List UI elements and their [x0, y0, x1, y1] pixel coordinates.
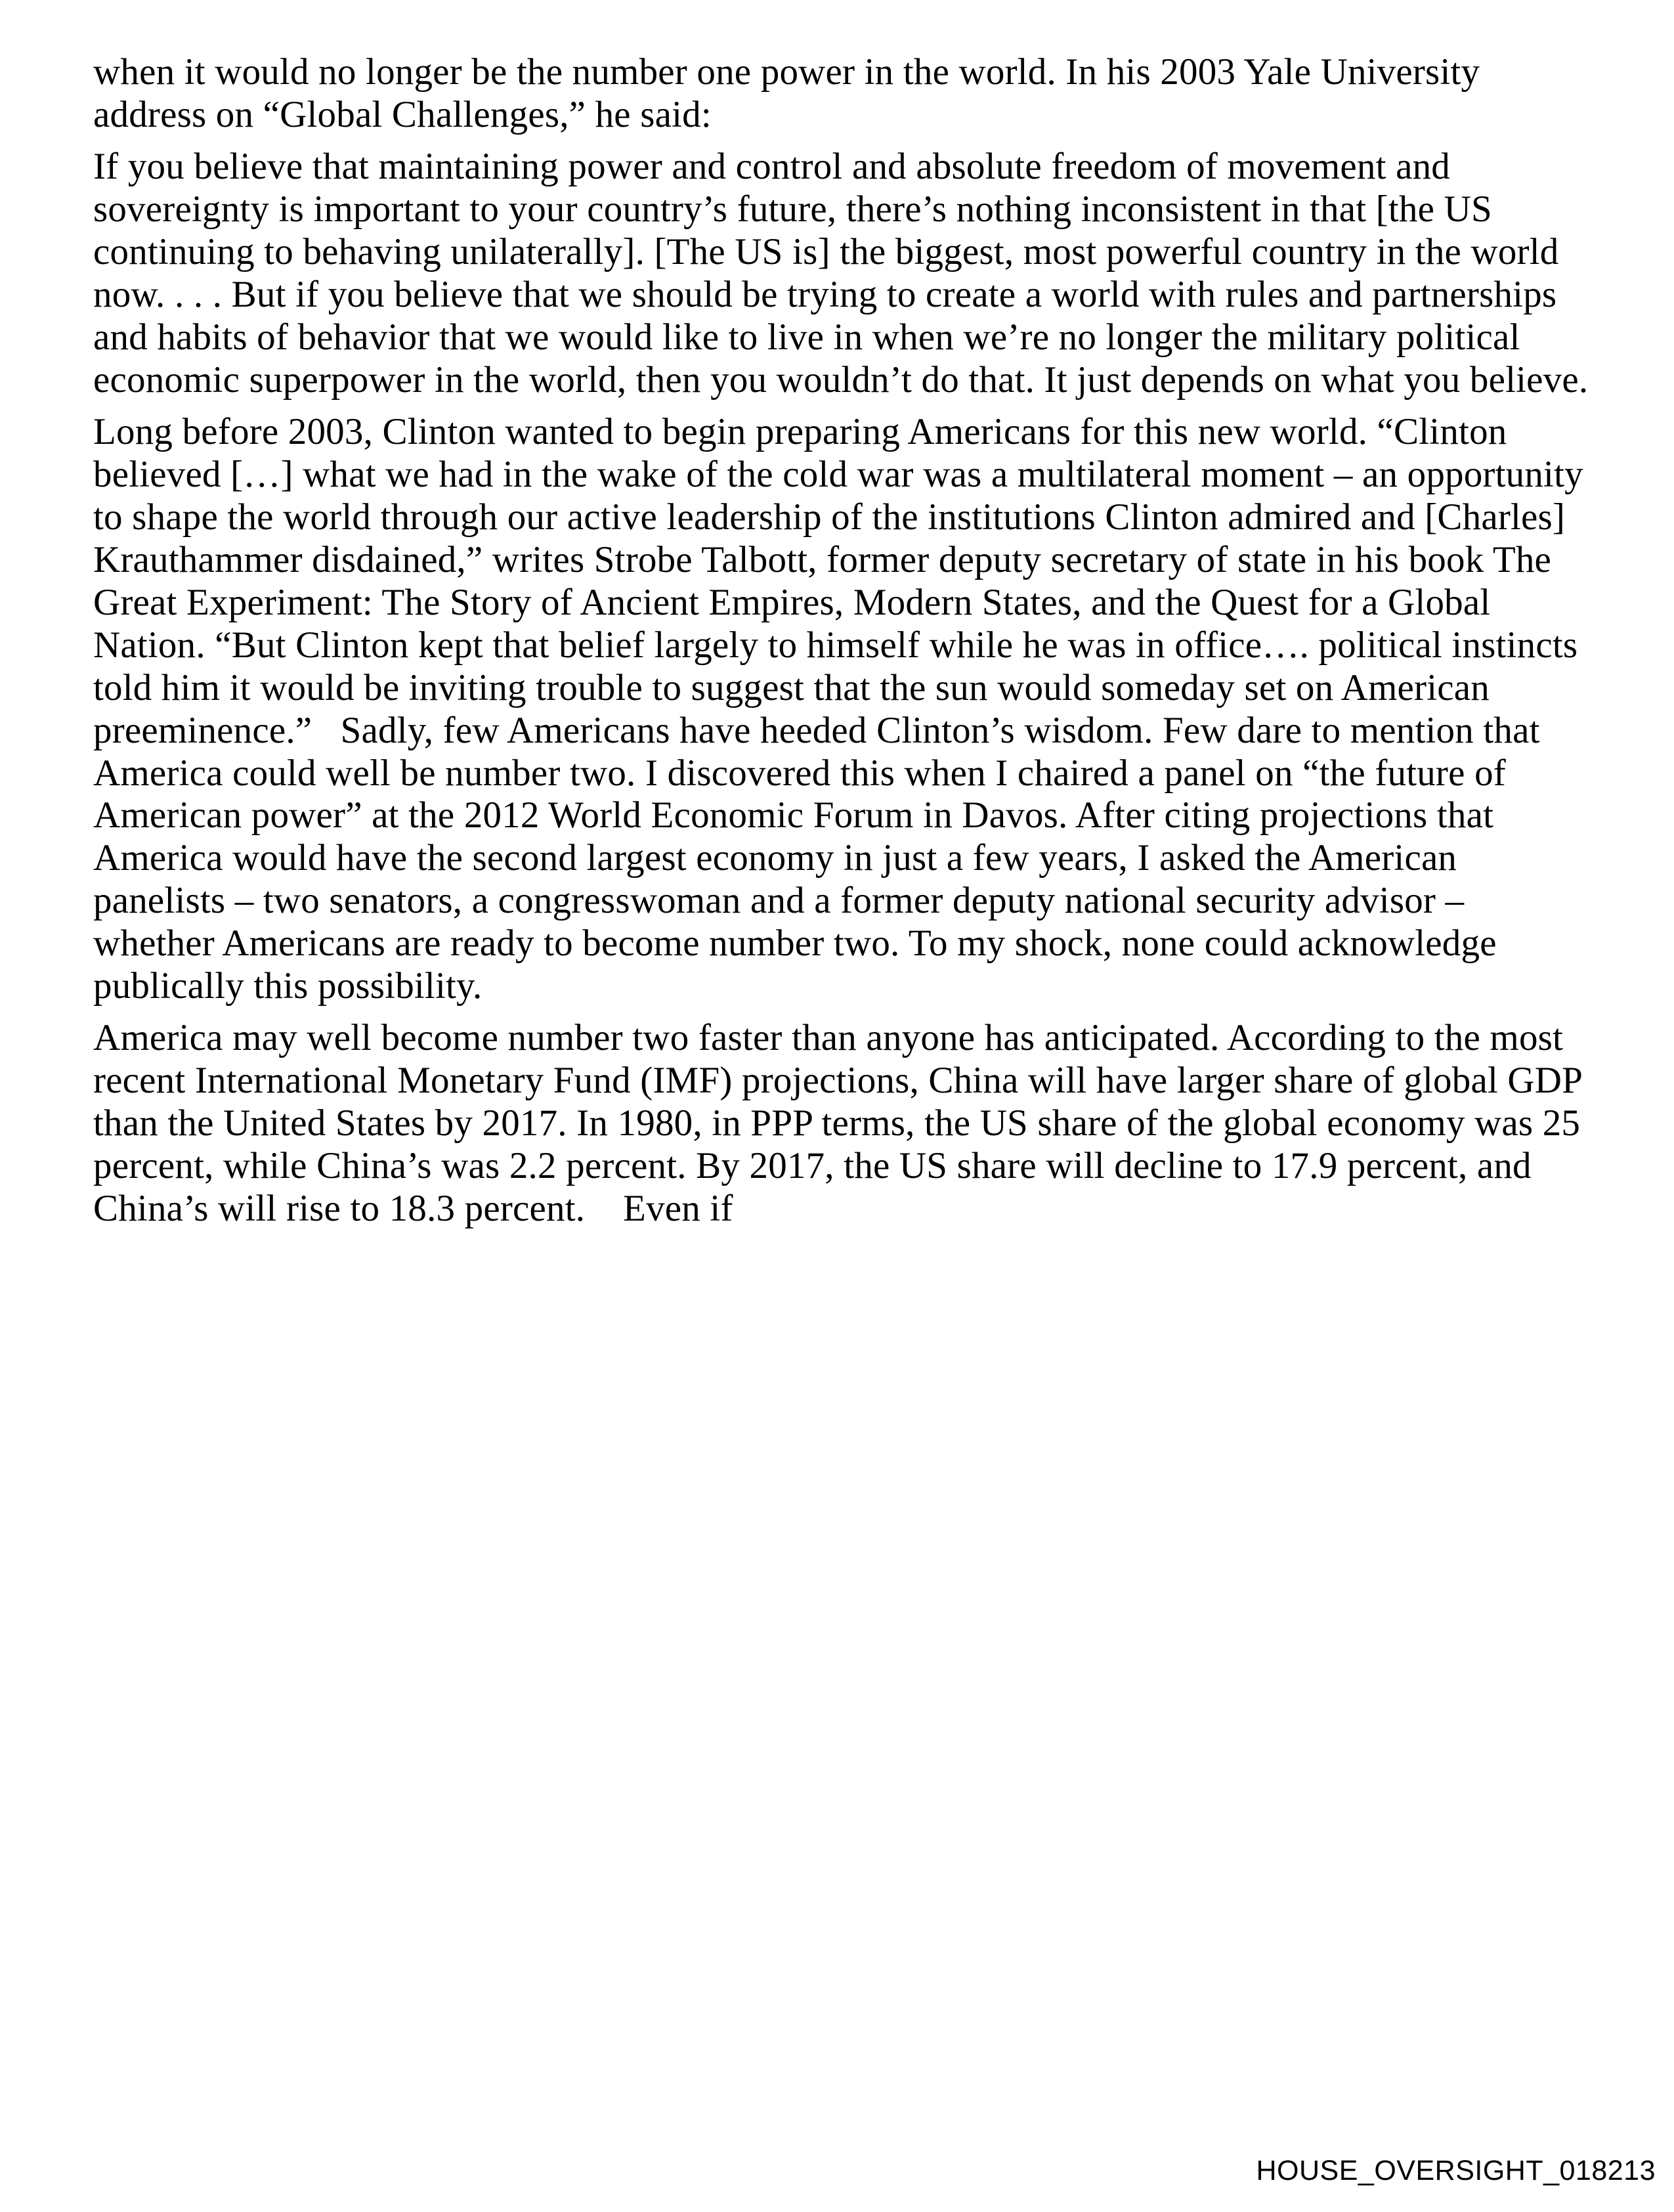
paragraph-imf: America may well become number two faster than anyone has anticipated. According to the most recent International Monetary Fund (IMF) projections, China will have larger share of global GDP than the United States by 2017. In 1980, in PPP terms, the US share of the global economy was 25 percent, while China’s was 2.2 percent. By 2017, the US share will decline to 17.9 percent, and China’s will rise to 18.3 percent. Even if [93, 1017, 1591, 1230]
paragraph-intro: when it would no longer be the number one power in the world. In his 2003 Yale University address on “Global Challenges,” he said: [93, 51, 1490, 135]
paragraph-quote: If you believe that maintaining power and control and absolute freedom of movement and sovereignty is important to your country’s future, there’s nothing inconsistent in that [the US continuing to behaving unilaterally]. [The US is] the biggest, most powerful country in the world now. . . . But if you believe that we should be trying to create a world with rules and partnerships and habits of behavior that we would like to live in when we’re no longer the military political economic superpower in the world, then you wouldn’t do that. It just depends on what you believe. [93, 145, 1589, 401]
document-body [93, 51, 1593, 1240]
bates-number: HOUSE_OVERSIGHT_018213 [1256, 2155, 1656, 2186]
paragraph-clinton: Long before 2003, Clinton wanted to begin preparing Americans for this new world. “Clinton believed […] what we had in the wake of the cold war was a multilateral moment – an opportunity to shape the world through our active leadership of the institutions Clinton admired and [Charles] Krauthammer disdained,” writes Strobe Talbott, former deputy secretary of state in his book The Great Experiment: The Story of Ancient Empires, Modern States, and the Quest for a Global Nation. “But Clinton kept that belief largely to himself while he was in office…. political instincts told him it would be inviting trouble to suggest that the sun would someday set on American preeminence.” Sadly, few Americans have heeded Clinton’s wisdom. Few dare to mention that America could well be number two. I discovered this when I chaired a panel on “the future of American power” at the 2012 World Economic Forum in Davos. After citing projections that America would have the second largest economy in just a few years, I asked the American panelists – two senators, a congresswoman and a former deputy national security advisor – whether Americans are ready to become number two. To my shock, none could acknowledge publically this possibility. [93, 410, 1593, 1007]
